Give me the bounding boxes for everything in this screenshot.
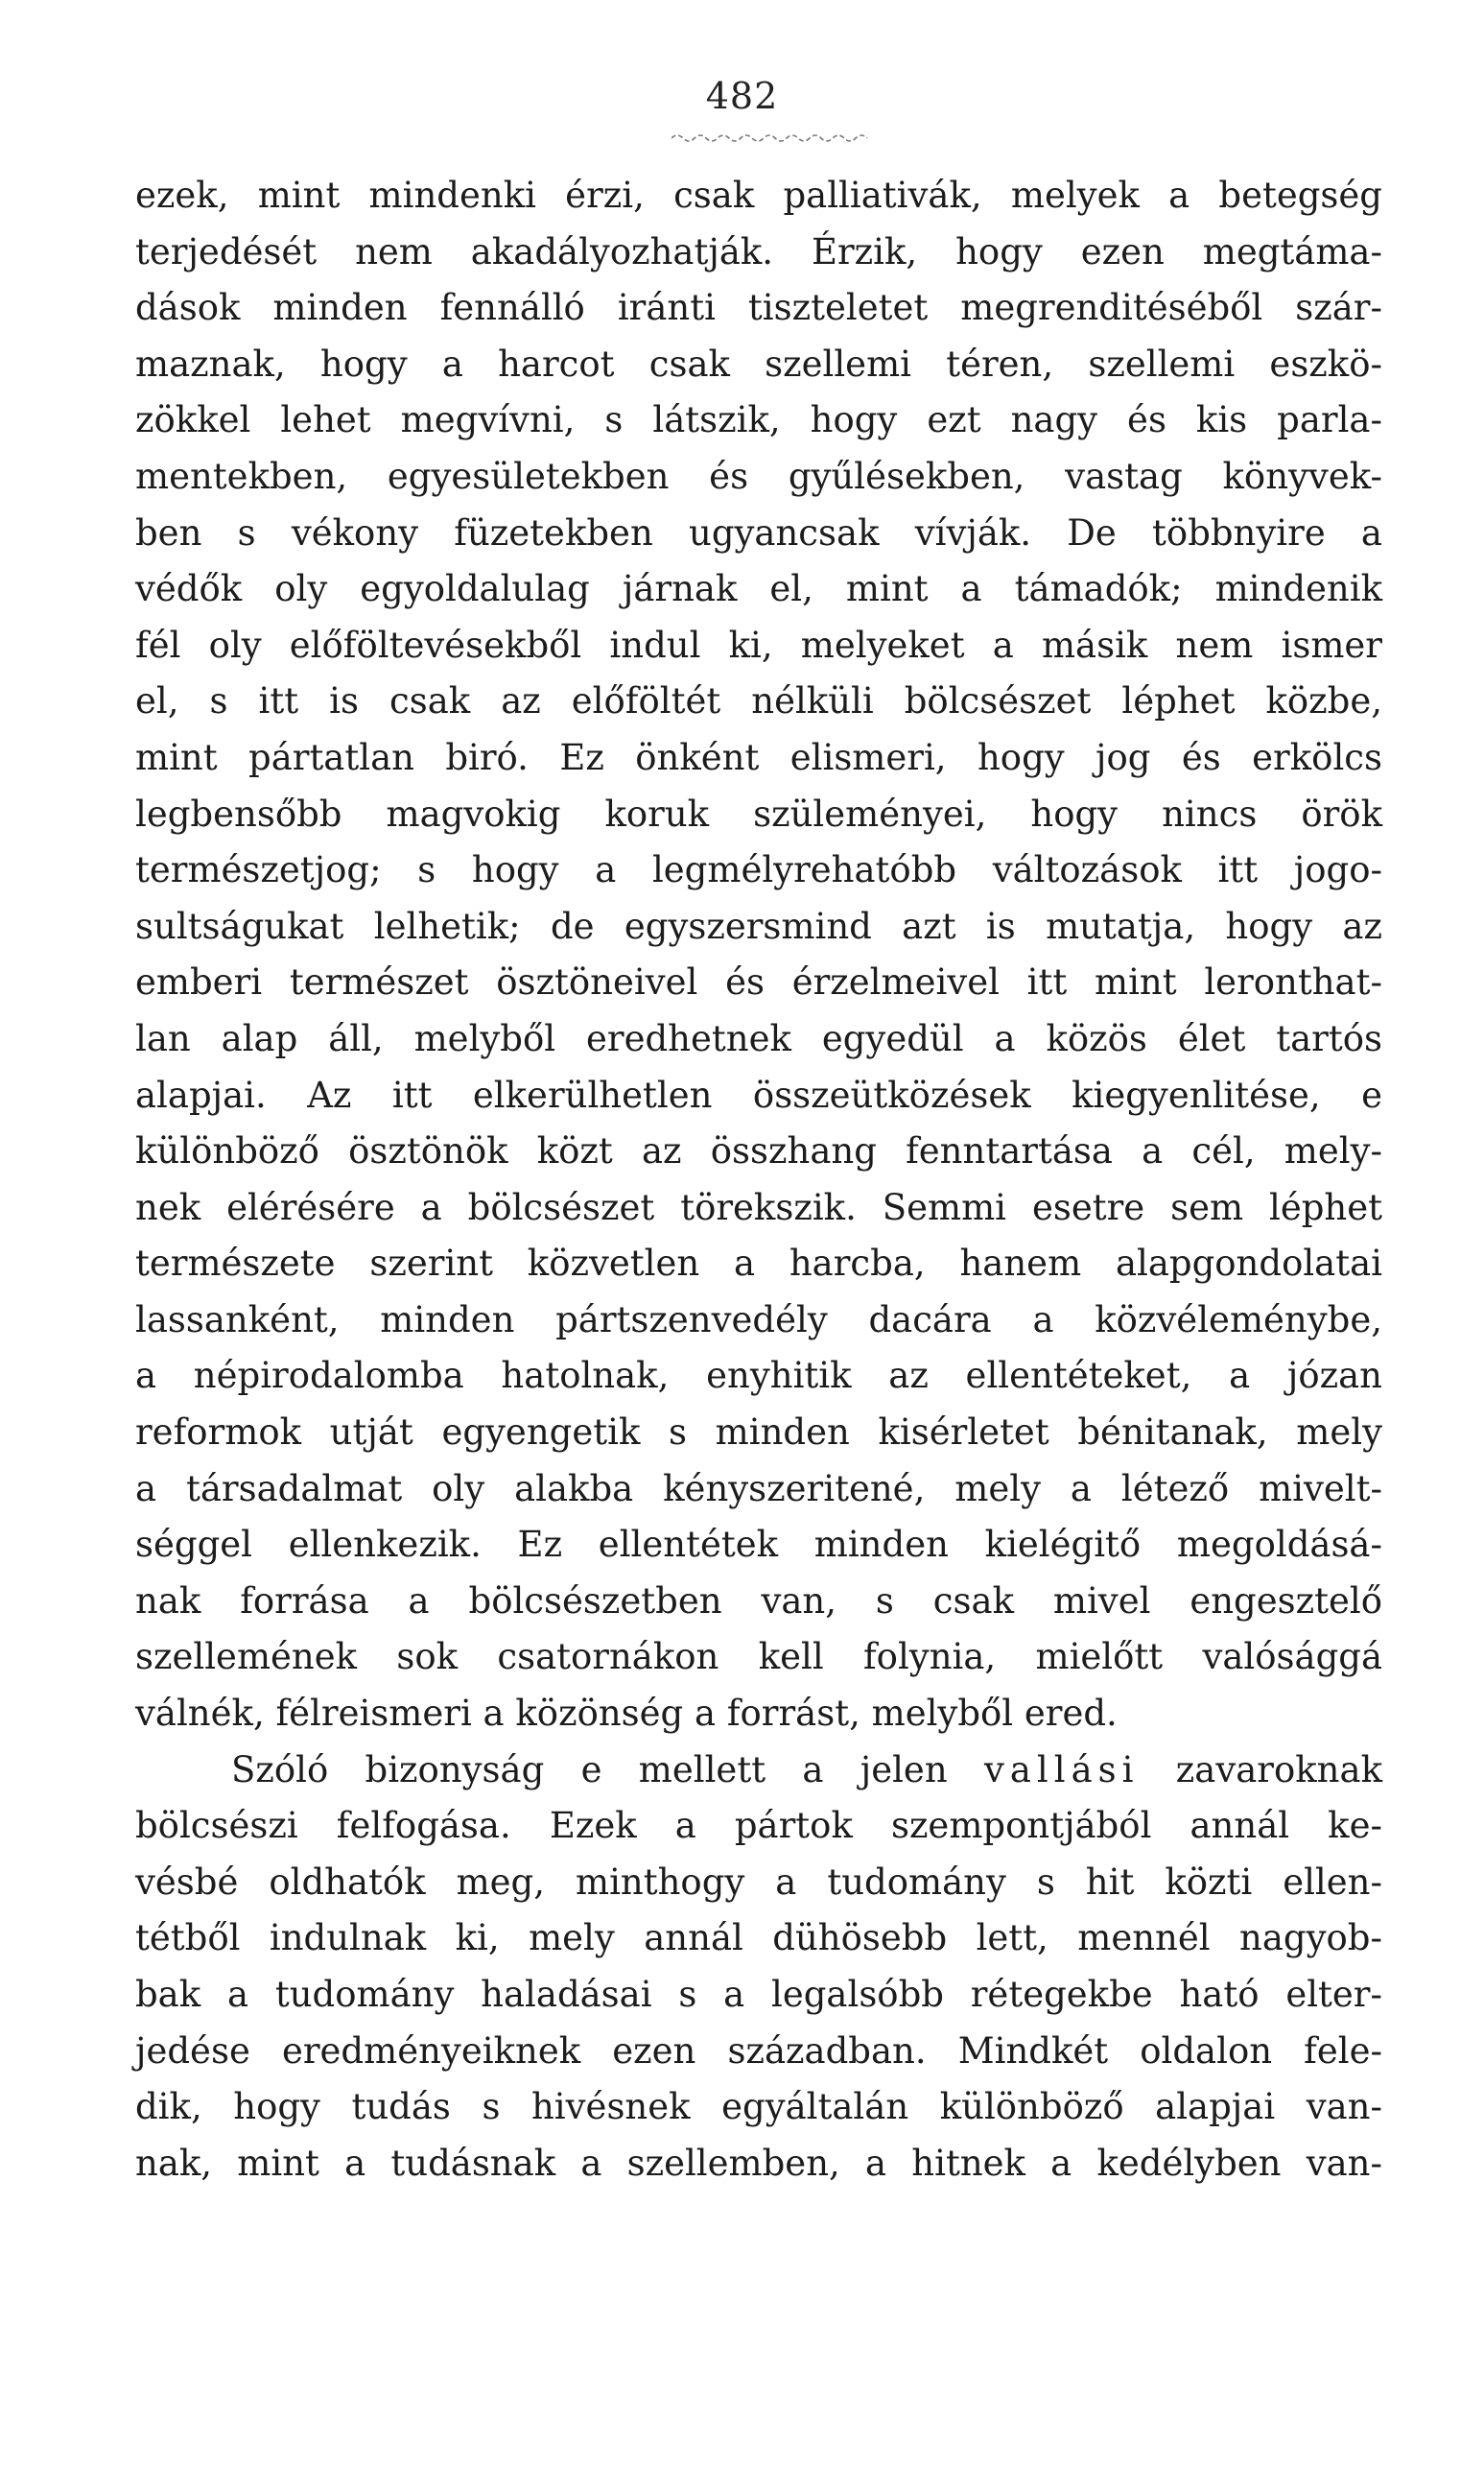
text-line: alapjai. Az itt elkerülhetlen összeütközések kiegyenlitése, e (135, 1074, 1382, 1116)
spaced-emphasis-word: vallási (983, 1748, 1140, 1790)
text-line: maznak, hogy a harcot csak szellemi téren, szellemi eszkö- (135, 343, 1382, 385)
text-line: szellemének sok csatornákon kell folynia, mielőtt valósággá (135, 1636, 1382, 1678)
text-line: séggel ellenkezik. Ez ellentétek minden kielégitő megoldásá- (135, 1524, 1382, 1566)
paragraph-start-line (135, 1742, 1382, 1799)
text-line: a népirodalomba hatolnak, enyhitik az ellentéteket, a józan (135, 1355, 1382, 1397)
text-line-end: zavaroknak (1139, 1748, 1382, 1790)
text-line: zökkel lehet megvívni, s látszik, hogy ezt nagy és kis parla- (135, 399, 1382, 441)
text-line: legbensőbb magvokig koruk szüleményei, hogy nincs örök (135, 793, 1382, 835)
text-line: a társadalmat oly alakba kényszeritené, mely a létező mivelt- (135, 1467, 1382, 1509)
page-number: 482 (705, 75, 779, 117)
text-line: nek elérésére a bölcsészet törekszik. Semmi esetre sem léphet (135, 1186, 1382, 1228)
text-line: sultságukat lelhetik; de egyszersmind azt is mutatja, hogy az (135, 905, 1382, 947)
text-line: bak a tudomány haladásai s a legalsóbb rétegekbe ható elter- (135, 1974, 1382, 2015)
text-line: dások minden fennálló iránti tiszteletet megrenditéséből szár- (135, 287, 1382, 329)
text-line: lassanként, minden pártszenvedély dacára a közvéleménybe, (135, 1298, 1382, 1340)
page-number-underline-ornament (671, 130, 873, 147)
text-line: mentekben, egyesületekben és gyűlésekben, vastag könyvek- (135, 455, 1382, 497)
body-text (135, 168, 1382, 2192)
text-line: emberi természet ösztöneivel és érzelmeivel itt mint leronthat- (135, 961, 1382, 1004)
text-line: nak, mint a tudásnak a szellemben, a hitnek a kedélyben van- (135, 2142, 1382, 2184)
text-line: természete szerint közvetlen a harcba, hanem alapgondolatai (135, 1243, 1382, 1285)
text-line: fél oly előföltevésekből indul ki, melyeket a másik nem ismer (135, 624, 1382, 666)
text-line: bölcsészi felfogása. Ezek a pártok szempontjából annál ke- (135, 1805, 1382, 1847)
text-line: védők oly egyoldalulag járnak el, mint a támadók; mindenik (135, 568, 1382, 610)
text-line: reformok utját egyengetik s minden kisérletet bénitanak, mely (135, 1411, 1382, 1454)
text-line: természetjog; s hogy a legmélyrehatóbb változások itt jogo- (135, 849, 1382, 891)
text-line: el, s itt is csak az előföltét nélküli bölcsészet léphet közbe, (135, 680, 1382, 723)
text-line-start: Szóló bizonyság e mellett a jelen (231, 1748, 984, 1790)
text-line: válnék, félreismeri a közönség a forrást, melyből ered. (135, 1693, 1118, 1735)
text-line: különböző ösztönök közt az összhang fenntartása a cél, mely- (135, 1130, 1382, 1173)
text-line: lan alap áll, melyből eredhetnek egyedül a közös élet tartós (135, 1017, 1382, 1059)
text-line: mint pártatlan biró. Ez önként elismeri, hogy jog és erkölcs (135, 736, 1382, 778)
text-line: jedése eredményeiknek ezen században. Mindkét oldalon fele- (135, 2029, 1382, 2072)
text-line: tétből indulnak ki, mely annál dühösebb lett, mennél nagyob- (135, 1917, 1382, 1959)
text-line: dik, hogy tudás s hivésnek egyáltalán különböző alapjai van- (135, 2086, 1382, 2128)
text-line: terjedését nem akadályozhatják. Érzik, hogy ezen megtáma- (135, 230, 1382, 273)
text-line: vésbé oldhatók meg, minthogy a tudomány s hit közti ellen- (135, 1861, 1382, 1903)
text-line: ezek, mint mindenki érzi, csak palliativák, melyek a betegség (135, 175, 1382, 216)
text-line: nak forrása a bölcsészetben van, s csak mivel engesztelő (135, 1579, 1382, 1622)
text-line: ben s vékony füzetekben ugyancsak vívják. De többnyire a (135, 511, 1382, 554)
